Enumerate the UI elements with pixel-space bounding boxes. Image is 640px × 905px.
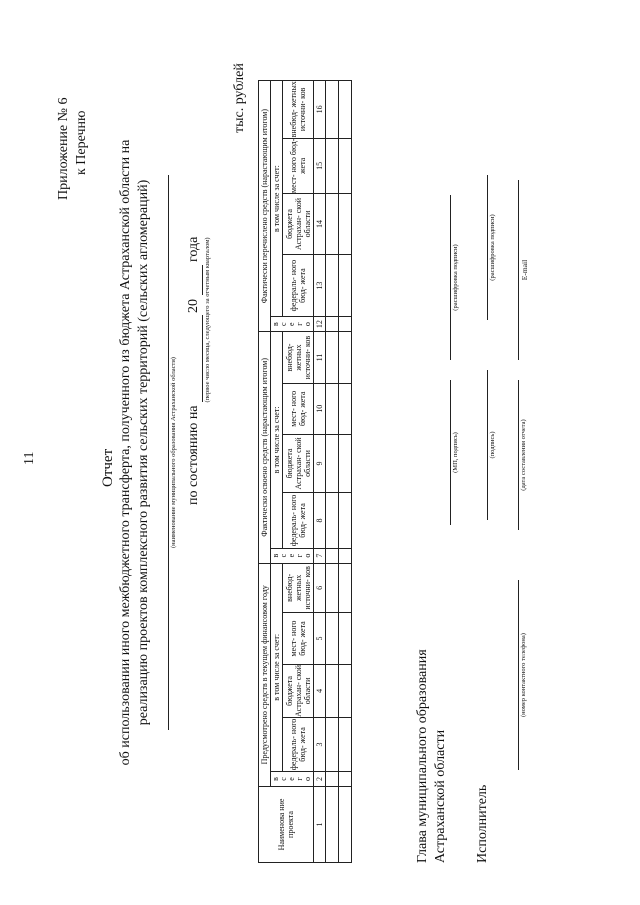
column-number: 3 — [314, 717, 326, 771]
phone-line — [518, 580, 519, 770]
column-number: 13 — [314, 254, 326, 316]
municipality-caption: (наименование муниципального образования Астраханской области) — [170, 357, 177, 548]
column-number: 11 — [314, 332, 326, 384]
executor-decode-line — [487, 175, 488, 320]
report-table — [258, 80, 352, 863]
header-src-federal: федераль- ного бюд- жета — [283, 717, 314, 771]
column-number-row — [314, 81, 326, 863]
column-number: 7 — [314, 548, 326, 563]
column-number: 10 — [314, 383, 326, 434]
header-src-regional: бюджета Астрахан- ской области — [283, 193, 314, 254]
header-src-offbudget: внебюд- жетных источни- ков — [283, 563, 314, 613]
report-subtitle-line-2: реализацию проектов комплексного развития сельских территорий (сельских агломераций) — [136, 179, 151, 726]
column-number: 1 — [314, 787, 326, 863]
column-number: 8 — [314, 493, 326, 548]
as-of-year-prefix: 20 — [186, 299, 201, 313]
header-src-local: мест- ного бюд- жета — [283, 383, 314, 434]
head-title-line-1: Глава муниципального образования — [415, 649, 430, 863]
as-of-date-line — [202, 315, 203, 402]
email-line — [518, 180, 519, 360]
column-number: 12 — [314, 317, 326, 332]
report-title: Отчет — [100, 448, 116, 487]
header-transferred: Фактически перечислено средств (нарастающим итогом) — [259, 81, 271, 332]
column-number: 5 — [314, 613, 326, 665]
header-src-offbudget: внебюд- жетных источни- ков — [283, 332, 314, 384]
head-sign-caption: (МП, подпись) — [452, 432, 459, 473]
executor-decode-caption: (расшифровка подписи) — [489, 214, 496, 281]
header-src-federal: федераль- ного бюд- жета — [283, 254, 314, 316]
header-project-name: Наименова ние проекта — [259, 787, 314, 863]
column-number: 4 — [314, 664, 326, 717]
header-including: в том числе за счет: — [271, 563, 283, 771]
empty-table-row — [326, 81, 339, 863]
appendix-line-1: Приложение № 6 — [56, 97, 71, 200]
report-date-caption: (дата составления отчета) — [520, 419, 527, 491]
municipality-line — [168, 175, 169, 730]
empty-table-row — [339, 81, 352, 863]
appendix-line-2: к Перечню — [74, 110, 89, 175]
executor-sign-line — [487, 370, 488, 520]
header-including: в том числе за счет: — [271, 81, 283, 317]
as-of-date-caption: (первое число месяца, следующего за отчетным кварталом) — [204, 237, 211, 403]
header-src-local: мест- ного бюд- жета — [283, 138, 314, 193]
units-label: тыс. рублей — [232, 63, 247, 133]
executor-label: Исполнитель — [475, 784, 490, 863]
column-number: 6 — [314, 563, 326, 613]
executor-sign-caption: (подпись) — [489, 431, 496, 459]
report-subtitle-line-1: об использовании иного межбюджетного трансферта, полученного из бюджета Астраханской области на — [118, 139, 133, 766]
phone-caption: (номер контактного телефона) — [520, 633, 527, 717]
column-number: 16 — [314, 81, 326, 139]
column-number: 15 — [314, 138, 326, 193]
header-total: в с е г о — [271, 317, 314, 332]
header-src-offbudget: внебюд- жетных источни- ков — [283, 81, 314, 139]
header-planned: Предусмотрено средств в текущем финансовом году — [259, 563, 271, 786]
page-number: 11 — [22, 451, 37, 465]
column-number: 14 — [314, 193, 326, 254]
header-src-regional: бюджета Астрахан- ской области — [284, 664, 312, 717]
email-caption: E-mail — [520, 259, 529, 281]
column-number: 9 — [314, 434, 326, 493]
head-sign-line — [450, 380, 451, 525]
head-decode-caption: (расшифровка подписи) — [452, 244, 459, 311]
header-total: в с е г о — [271, 548, 314, 563]
report-date-line — [518, 380, 519, 530]
as-of-year-suffix: года — [186, 236, 201, 262]
column-number: 2 — [314, 772, 326, 787]
header-spent: Фактически освоено средств (нарастающим итогом) — [259, 332, 271, 563]
head-decode-line — [450, 195, 451, 360]
header-total: в с е г о — [271, 772, 314, 787]
as-of-year-line — [202, 265, 203, 295]
header-src-regional: бюджета Астрахан- ской области — [283, 434, 314, 493]
head-title-line-2: Астраханской области — [433, 729, 448, 863]
header-including: в том числе за счет: — [271, 332, 283, 548]
header-src-local: мест- ного бюд- жета — [283, 613, 314, 665]
as-of-prefix: по состоянию на — [186, 405, 201, 505]
header-src-federal: федераль- ного бюд- жета — [283, 493, 314, 548]
